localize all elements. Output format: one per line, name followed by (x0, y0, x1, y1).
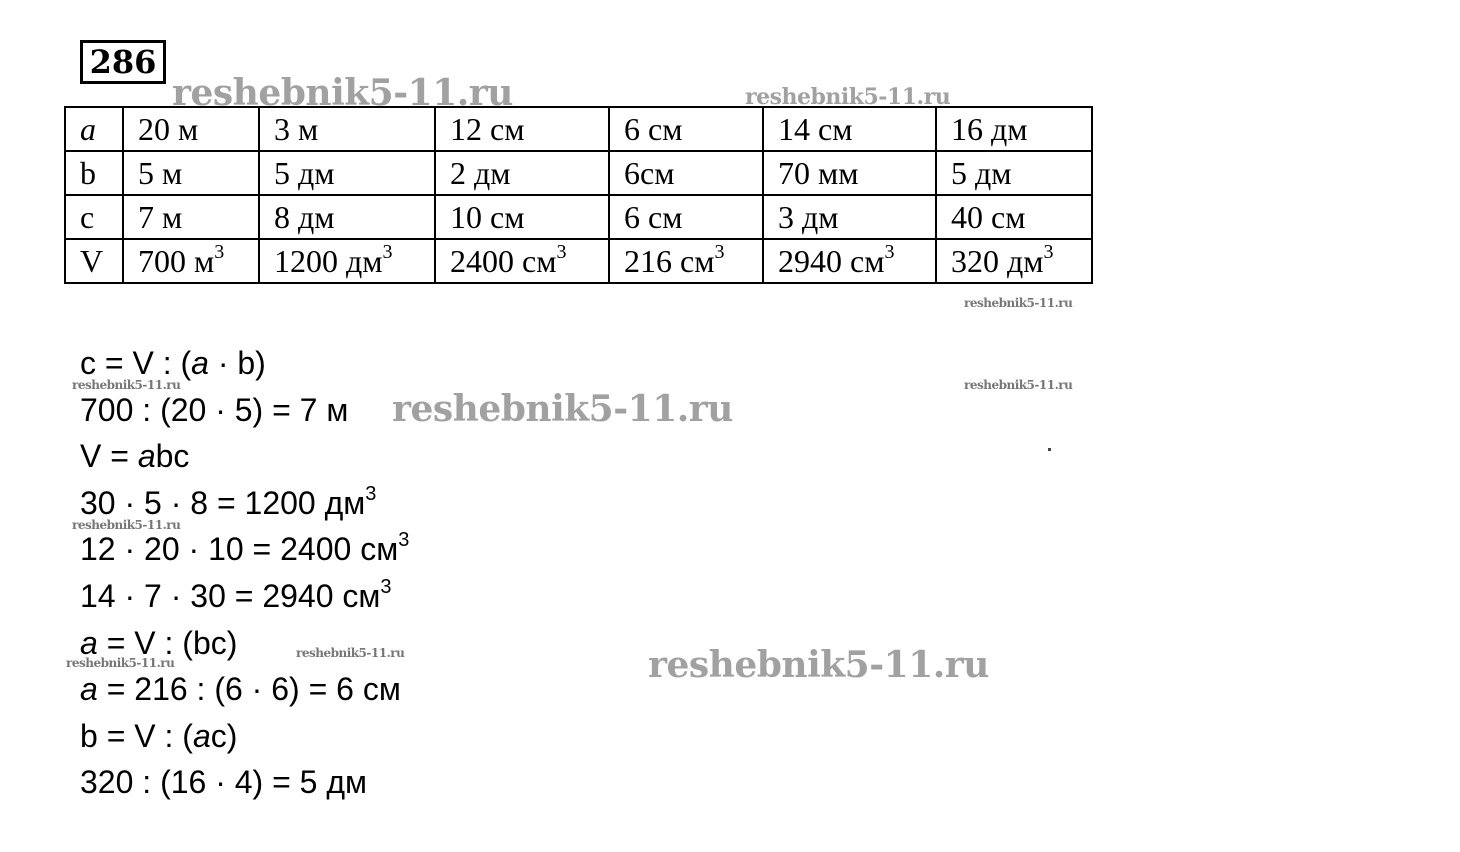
formula-text: 320 : (16 · 4) = 5 дм (80, 764, 368, 801)
speck (1048, 448, 1051, 451)
watermark: reshebnik5-11.ru (296, 646, 405, 660)
formula-variable: a (80, 671, 98, 708)
formula-text: V = (80, 438, 138, 475)
table-cell: 40 см (936, 195, 1092, 239)
volume-value: 1200 дм (274, 243, 383, 279)
row-label: c (65, 195, 123, 239)
formula-text: 30 · 5 · 8 = 1200 дм (80, 484, 366, 521)
formula-text: c) (210, 717, 238, 754)
table-row (65, 239, 1092, 283)
volume-value: 320 дм (951, 243, 1044, 279)
table-cell: 5 м (123, 151, 259, 195)
superscript: 3 (214, 241, 225, 263)
table-cell: 10 см (435, 195, 609, 239)
row-label: b (65, 151, 123, 195)
table-cell: 6 см (609, 107, 763, 151)
table-cell: 16 дм (936, 107, 1092, 151)
volume-value: 216 см (624, 243, 715, 279)
table-cell: 70 мм (763, 151, 936, 195)
table-cell: 7 м (123, 195, 259, 239)
table-cell (609, 239, 763, 283)
table-cell: 20 м (123, 107, 259, 151)
table-cell (259, 239, 435, 283)
volume-value: 2940 см (778, 243, 885, 279)
table-cell: 3 м (259, 107, 435, 151)
row-label: V (65, 239, 123, 283)
formula-line (80, 713, 409, 760)
watermark: reshebnik5-11.ru (964, 296, 1073, 310)
watermark: reshebnik5-11.ru (648, 644, 989, 686)
superscript: 3 (380, 575, 392, 598)
table-cell: 14 см (763, 107, 936, 151)
table-cell (123, 239, 259, 283)
formula-variable: a (137, 438, 156, 475)
superscript: 3 (556, 241, 567, 263)
formula-text: 12 · 20 · 10 = 2400 см (80, 531, 399, 568)
table-cell: 2 дм (435, 151, 609, 195)
solution-block (80, 340, 409, 806)
table-cell: 12 см (435, 107, 609, 151)
table-row (65, 195, 1092, 239)
table-cell: 5 дм (936, 151, 1092, 195)
superscript: 3 (382, 241, 393, 263)
superscript: 3 (884, 241, 895, 263)
formula-variable: a (191, 345, 209, 381)
formula-line (80, 759, 409, 806)
formula-line (80, 387, 409, 434)
watermark: reshebnik5-11.ru (392, 388, 733, 430)
formula-text: = V : (bc) (97, 624, 238, 661)
watermark: reshebnik5-11.ru (66, 656, 175, 670)
formula-line (80, 433, 409, 480)
values-table (64, 106, 1093, 284)
volume-value: 700 м (138, 243, 215, 279)
formula-variable: a (80, 624, 98, 661)
watermark: reshebnik5-11.ru (172, 72, 513, 114)
table-cell: 3 дм (763, 195, 936, 239)
formula-line (80, 573, 409, 620)
watermark: reshebnik5-11.ru (72, 378, 181, 392)
table-cell: 6см (609, 151, 763, 195)
table-cell: 6 см (609, 195, 763, 239)
formula-text: b = V : ( (80, 717, 193, 754)
row-label: a (65, 107, 123, 151)
formula-text: 14 · 7 · 30 = 2940 см (80, 577, 381, 614)
volume-value: 2400 см (450, 243, 557, 279)
formula-text: 700 : (20 · 5) = 7 м (80, 391, 349, 428)
formula-text: = 216 : (6 · 6) = 6 см (97, 671, 401, 708)
formula-text: · b) (208, 345, 266, 381)
table-cell: 8 дм (259, 195, 435, 239)
superscript: 3 (365, 482, 377, 505)
watermark: reshebnik5-11.ru (964, 378, 1073, 392)
table-row (65, 107, 1092, 151)
watermark: reshebnik5-11.ru (745, 84, 951, 110)
table-row (65, 151, 1092, 195)
task-number: 286 (80, 40, 166, 84)
table-cell (936, 239, 1092, 283)
superscript: 3 (1043, 241, 1054, 263)
formula-text: c = V : ( (80, 345, 192, 381)
formula-line (80, 666, 409, 713)
formula-text: bc (155, 438, 190, 475)
table-cell (435, 239, 609, 283)
formula-line (80, 526, 409, 573)
watermark: reshebnik5-11.ru (72, 518, 181, 532)
superscript: 3 (714, 241, 725, 263)
table-cell (763, 239, 936, 283)
formula-variable: a (192, 717, 211, 754)
superscript: 3 (398, 529, 410, 552)
table-cell: 5 дм (259, 151, 435, 195)
